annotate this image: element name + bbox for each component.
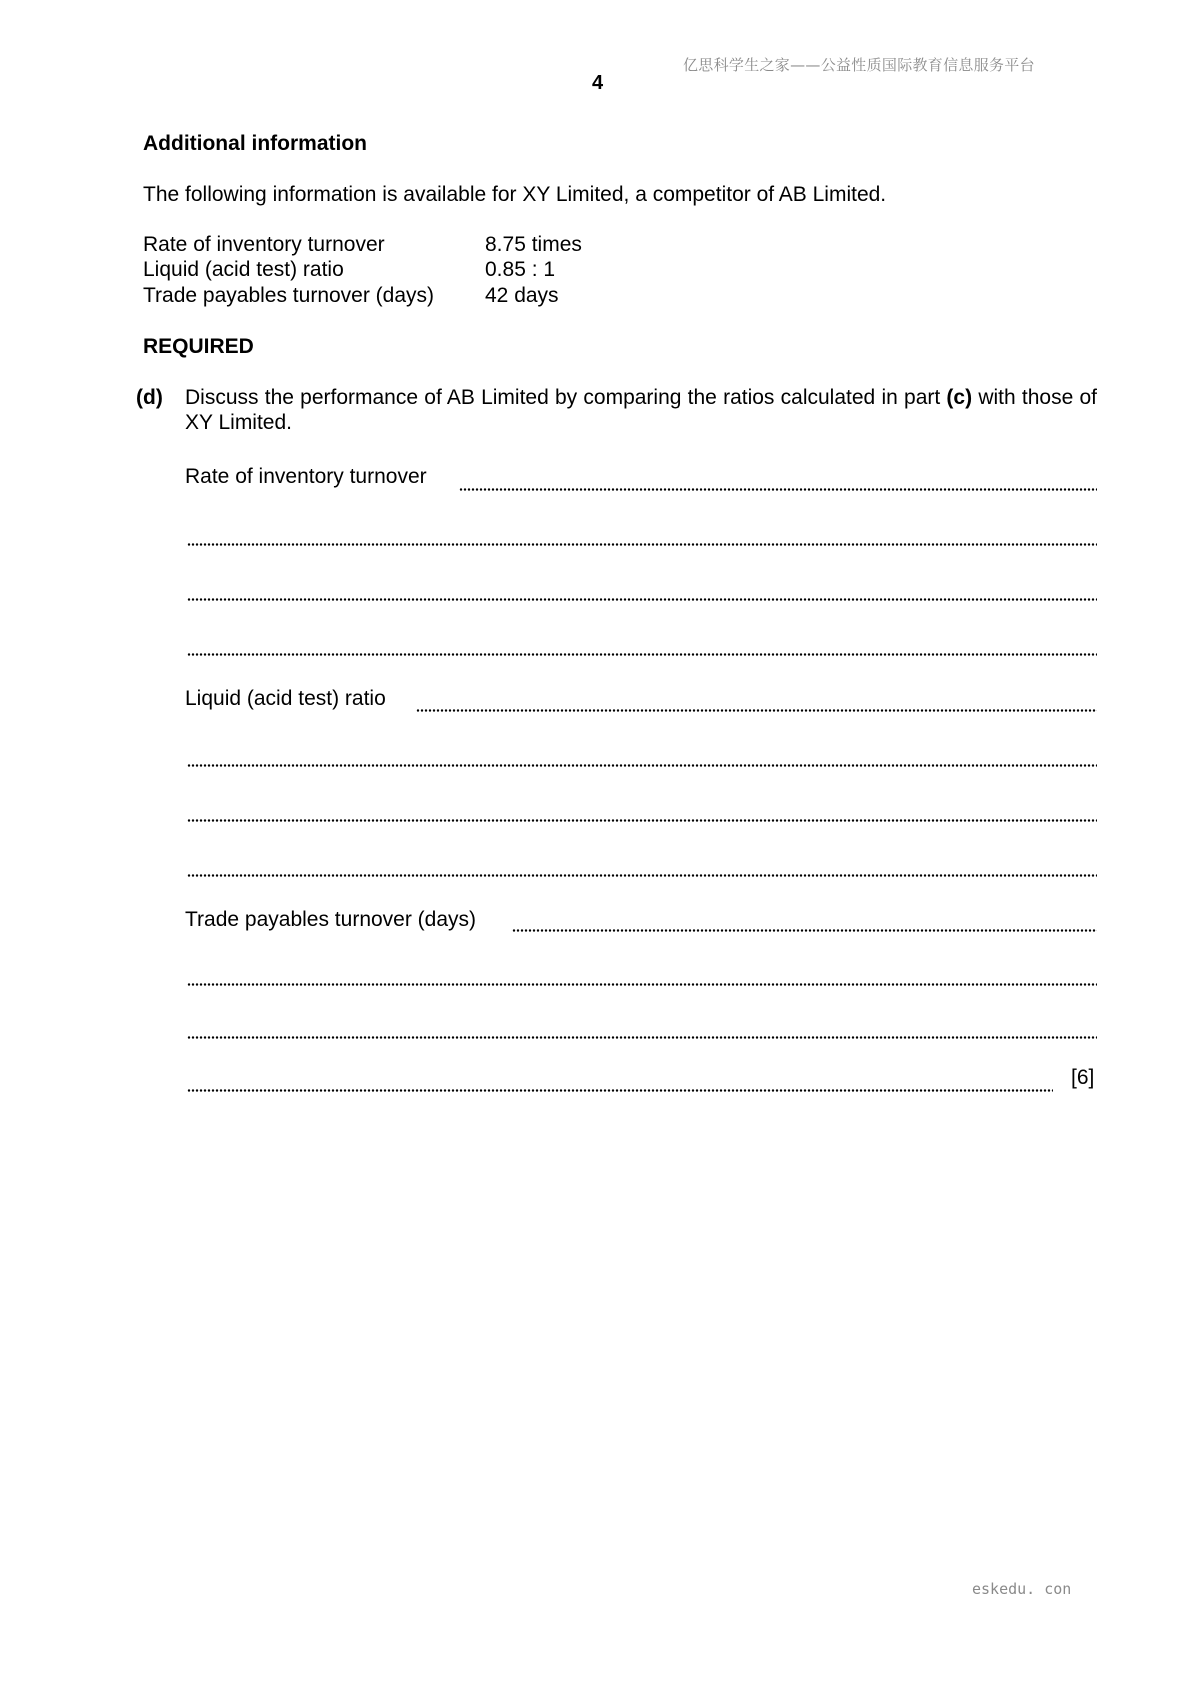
answer-line[interactable] <box>187 598 1097 601</box>
required-heading: REQUIRED <box>143 335 254 358</box>
answer-section-label: Trade payables turnover (days) <box>185 908 477 931</box>
answer-line[interactable] <box>187 653 1097 656</box>
header-watermark: 亿思科学生之家——公益性质国际教育信息服务平台 <box>683 56 1035 74</box>
answer-line[interactable] <box>187 1089 1053 1092</box>
answer-line[interactable] <box>187 874 1097 877</box>
answer-section-label: Liquid (acid test) ratio <box>185 687 386 710</box>
part-label: (d) <box>136 386 163 409</box>
ratio-value: 42 days <box>485 284 559 307</box>
ratio-value: 0.85 : 1 <box>485 258 556 281</box>
answer-line[interactable] <box>187 764 1097 767</box>
question-part-ref: (c) <box>946 386 973 409</box>
ratio-value: 8.75 times <box>485 233 582 256</box>
additional-info-heading: Additional information <box>143 132 367 155</box>
answer-section-label: Rate of inventory turnover <box>185 465 427 488</box>
ratio-label: Trade payables turnover (days) <box>143 284 435 307</box>
question-post: with those of XY Limited. <box>185 386 1097 434</box>
question-pre: Discuss the performance of AB Limited by comparing the ratios calculated in part <box>185 386 947 409</box>
ratio-label: Liquid (acid test) ratio <box>143 258 344 281</box>
page-number: 4 <box>592 72 604 94</box>
answer-line[interactable] <box>187 1036 1097 1039</box>
footer-watermark: eskedu. con <box>972 1580 1072 1598</box>
ratio-row-liquid <box>143 258 556 282</box>
answer-line[interactable] <box>459 488 1097 491</box>
marks-allocation: [6] <box>1071 1066 1095 1089</box>
answer-line[interactable] <box>512 929 1097 932</box>
question-text <box>185 385 1097 435</box>
answer-line[interactable] <box>187 543 1097 546</box>
ratio-row-inventory <box>143 233 582 257</box>
ratio-label: Rate of inventory turnover <box>143 233 385 256</box>
additional-info-intro: The following information is available for XY Limited, a competitor of AB Limited. <box>143 183 887 206</box>
answer-line[interactable] <box>416 709 1097 712</box>
answer-line[interactable] <box>187 819 1097 822</box>
answer-line[interactable] <box>187 983 1097 986</box>
ratio-row-payables <box>143 284 559 308</box>
